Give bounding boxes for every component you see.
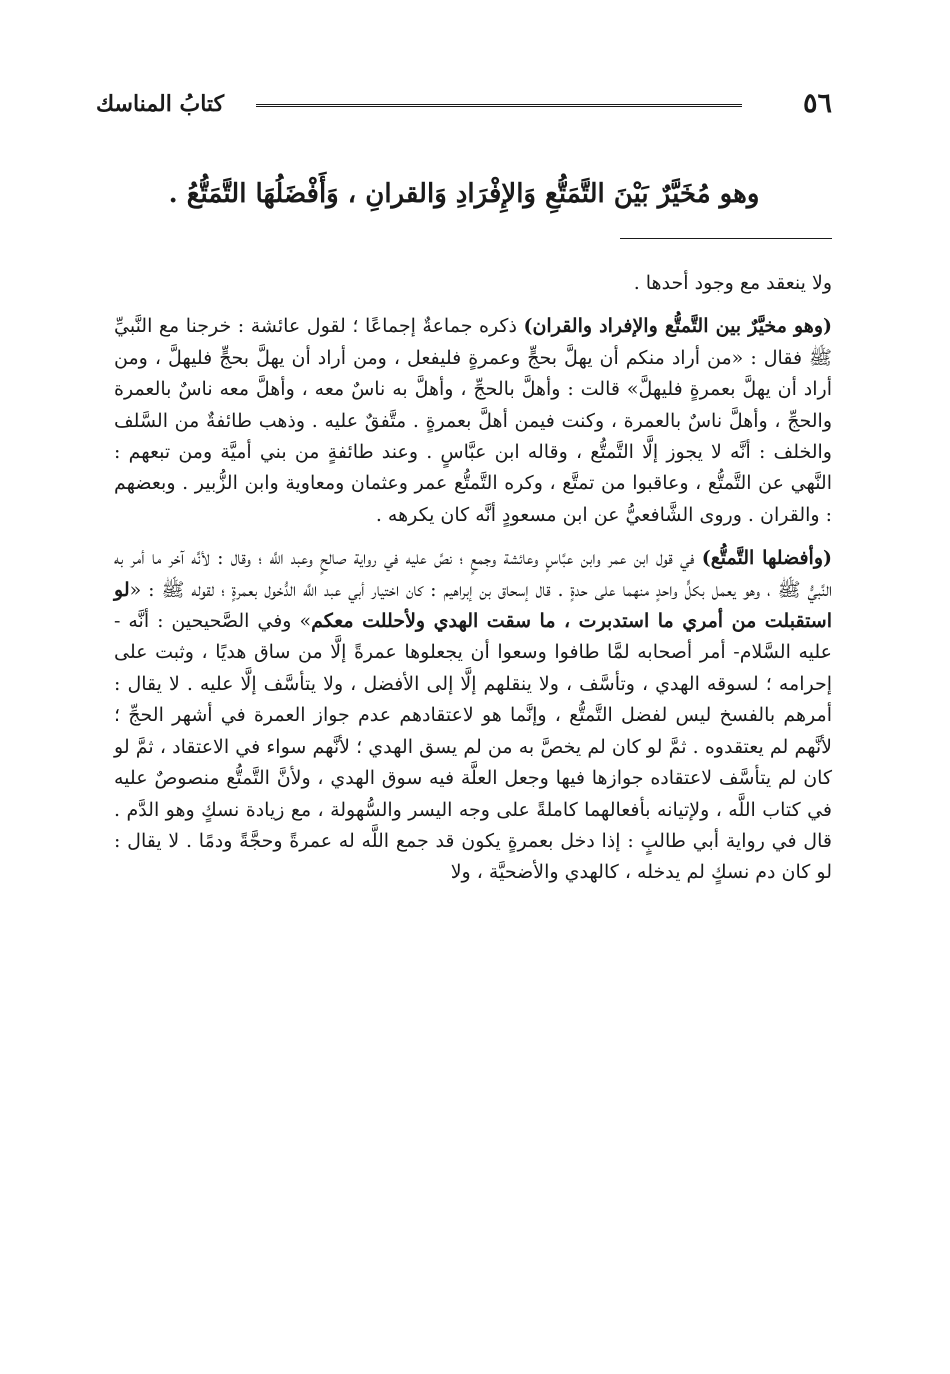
paragraph-text: ذكره جماعةٌ إجماعًا ؛ لقول عائشة : خرجنا مع النَّبيِّ ﷺ فقال : «من أراد منكم أن يهلَّ بحجٍّ وعمرةٍ فليفعل ، ومن أراد أن يهلَّ بحجٍّ فليهلَّ ، ومن أراد أن يهلَّ بعمرةٍ فليهلَّ» قالت : وأهلَّ بالحجِّ ، وأهلَّ به ناسٌ معه ، وأهلَّ معه ناسٌ بالعمرة والحجِّ ، وأهلَّ ناسٌ بالعمرة ، وكنت فيمن أهلَّ بعمرةٍ . متَّفقٌ عليه . وذهب طائفةٌ من السَّلف والخلف : أنَّه لا يجوز إلَّا التَّمتُّع ، وقاله ابن عبَّاسٍ . وعند طائفةٍ من بني أميَّة ومن تبعهم : النَّهي عن التَّمتُّع ، وعاقبوا من تمتَّع ، وكره التَّمتُّع عمر وعثمان ومعاوية وابن الزُّبير . وبعضهم : والقران . وروى الشَّافعيُّ عن ابن مسعودٍ أنَّه كان يكرهه . (114, 315, 832, 526)
commentary-paragraph-2 (114, 311, 832, 531)
lemma: (وهو مخيَّرٌ بين التَّمتُّع والإفراد والقران) (523, 315, 832, 338)
running-title: كتابُ المناسك (96, 91, 225, 117)
commentary-paragraph-3 (114, 543, 832, 888)
header-rule (256, 104, 742, 110)
main-text: وهو مُخَيَّرٌ بَيْنَ التَّمَتُّعِ وَالإِفْرَادِ وَالقرانِ ، وَأَفْضَلُهَا التَّمَتُّعُ . (168, 179, 760, 209)
footnote-separator (620, 238, 832, 239)
paragraph-text: في قول ابن عمر وابن عبَّاسٍ وعائشة وجمعٍ ؛ نصَّ عليه في رواية صالحٍ وعبد اللَّه ؛ وقال : لأنَّه آخر ما أمر به النَّبيُّ ﷺ ، وهو يعمل بكلٍّ واحدٍ منهما على حدةٍ . قال إسحاق بن إبراهيم : كان اختيار أبي عبد اللَّه الدُّخول بعمرةٍ ؛ لقوله ﷺ : « (114, 547, 832, 601)
hadith-quote: لو استقبلت من أمري ما استدبرت ، ما سقت الهدي ولأحللت معكم (114, 578, 832, 633)
commentary-paragraph-1 (114, 268, 832, 299)
lemma: (وأفضلها التَّمتُّع) (701, 547, 832, 570)
page-number: ٥٦ (802, 88, 832, 119)
paragraph-text: ولا ينعقد مع وجود أحدها . (633, 272, 832, 294)
paragraph-text: » وفي الصَّحيحين : أنَّه - عليه السَّلام- أمر أصحابه لمَّا طافوا وسعوا أن يجعلوها عمرةً إلَّا من ساق هديًا ، وثبت على إحرامه ؛ لسوقه الهدي ، وتأسَّف ، ولا ينقلهم إلَّا إلى الأفضل ، ولا يتأسَّف إلَّا عليه . لا يقال : أمرهم بالفسخ ليس لفضل التَّمتُّع ، وإنَّما هو لاعتقادهم عدم جواز العمرة في أشهر الحجِّ ؛ لأنَّهم لم يعتقدوه . ثمَّ لو كان لم يخصَّ به من لم يسق الهدي ؛ لأنَّهم سواء في الاعتقاد ، ثمَّ لو كان لم يتأسَّف لاعتقاده جوازها فيها وجعل العلَّة فيه سوق الهدي ، ولأنَّ التَّمتُّع منصوصٌ عليه في كتاب اللَّه ، ولإتيانه بأفعالهما كاملةً على وجه اليسر والسُّهولة ، مع زيادة نسكٍ وهو الدَّم . قال في رواية أبي طالبٍ : إذا دخل بعمرةٍ يكون قد جمع اللَّه له عمرةً وحجَّةً ودمًا . لا يقال : لو كان دم نسكٍ لم يدخله ، كالهدي والأضحيَّة ، ولا (114, 610, 832, 884)
page-header (96, 84, 832, 124)
commentary (114, 268, 832, 889)
